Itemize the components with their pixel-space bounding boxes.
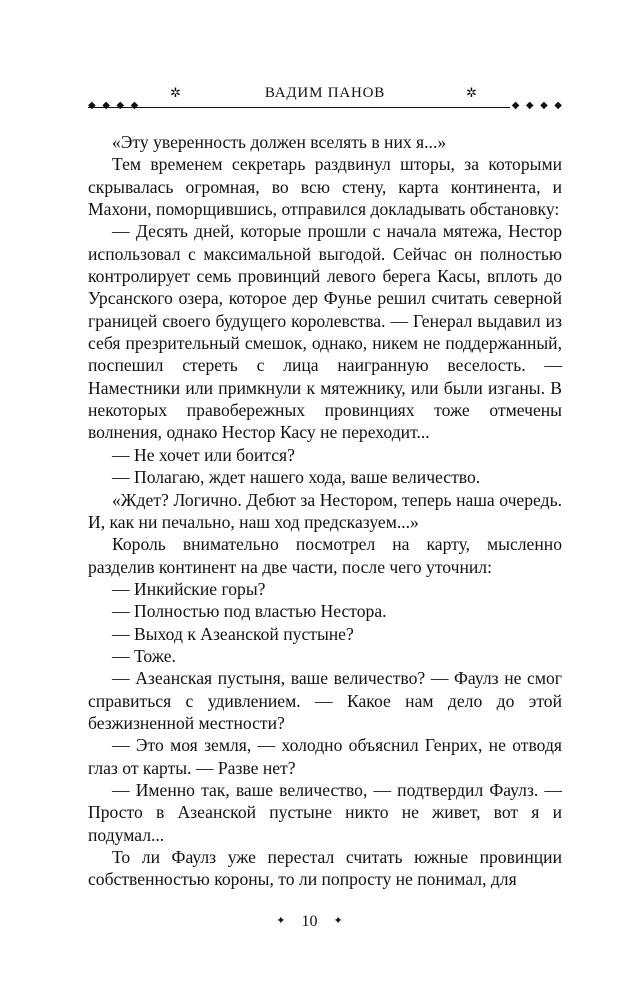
running-header xyxy=(88,84,562,114)
paragraph: — Полагаю, ждет нашего хода, ваше величество. xyxy=(112,467,481,488)
paragraph: — Не хочет или боится? xyxy=(112,444,295,465)
paragraph: — Полностью под властью Нестора. xyxy=(112,601,387,622)
paragraph: То ли Фаулз уже перестал считать южные провинции собственностью короны, то ли попросту не понимал, для xyxy=(88,847,562,890)
page-number: 10 xyxy=(301,913,318,930)
header-left-ornament-icon: ✲ xyxy=(170,85,181,100)
paragraph: — Это моя земля, — холодно объяснил Генрих, не отводя глаз от карты. — Разве нет? xyxy=(88,735,562,778)
header-right-dots: ◆ ◆ ◆ ◆ xyxy=(511,100,564,111)
paragraph: — Выход к Азеанской пустыне? xyxy=(112,623,354,644)
paragraph: — Инкийские горы? xyxy=(112,578,266,599)
paragraph: Король внимательно посмотрел на карту, мысленно разделив континент на две части, после чего уточнил: xyxy=(88,534,562,577)
paragraph: — Тоже. xyxy=(112,645,176,666)
paragraph: Тем временем секретарь раздвинул шторы, за которыми скрывалась огромная, во всю стену, карта континента, и Махони, поморщившись, отправился докладывать обстановку: xyxy=(88,154,562,220)
paragraph: «Ждет? Логично. Дебют за Нестором, теперь наша очередь. И, как ни печально, наш ход предсказуем...» xyxy=(88,489,562,532)
header-right-ornament-icon: ✲ xyxy=(466,85,477,100)
page-footer xyxy=(0,911,619,932)
header-left-dots: ◆ ◆ ◆ ◆ xyxy=(88,100,141,111)
paragraph: — Азеанская пустыня, ваше величество? — Фаулз не смог справиться с удивлением. — Какое нам дело до этой безжизненной местности? xyxy=(88,668,562,733)
paragraph: — Именно так, ваше величество, — подтвердил Фаулз. — Просто в Азеанской пустыне никто не живет, вот я и подумал... xyxy=(88,779,562,845)
header-rule xyxy=(88,107,562,108)
footer-left-star-icon: ✦ xyxy=(276,915,286,927)
footer-right-star-icon: ✦ xyxy=(333,915,343,927)
paragraph: — Десять дней, которые прошли с начала мятежа, Нестор использовал с максимальной выгодой. Сейчас он полностью контролирует семь провинций левого берега Касы, вплоть до Урсанского озера, которое дер Фунье решил считать северной границей своего будущего королевства. — Генерал выдавил из себя презрительный смешок, однако, никем не поддержанный, поспешил стереть с лица наигранную веселость. — Наместники или примкнули к мятежнику, или были изганы. В некоторых правобережных провинциях тоже отмечены волнения, однако Нестор Касу не переходит... xyxy=(88,221,562,443)
page-body-text xyxy=(88,131,562,891)
header-author-name: ВАДИМ ПАНОВ xyxy=(264,85,386,101)
paragraph: «Эту уверенность должен вселять в них я...» xyxy=(112,132,447,152)
